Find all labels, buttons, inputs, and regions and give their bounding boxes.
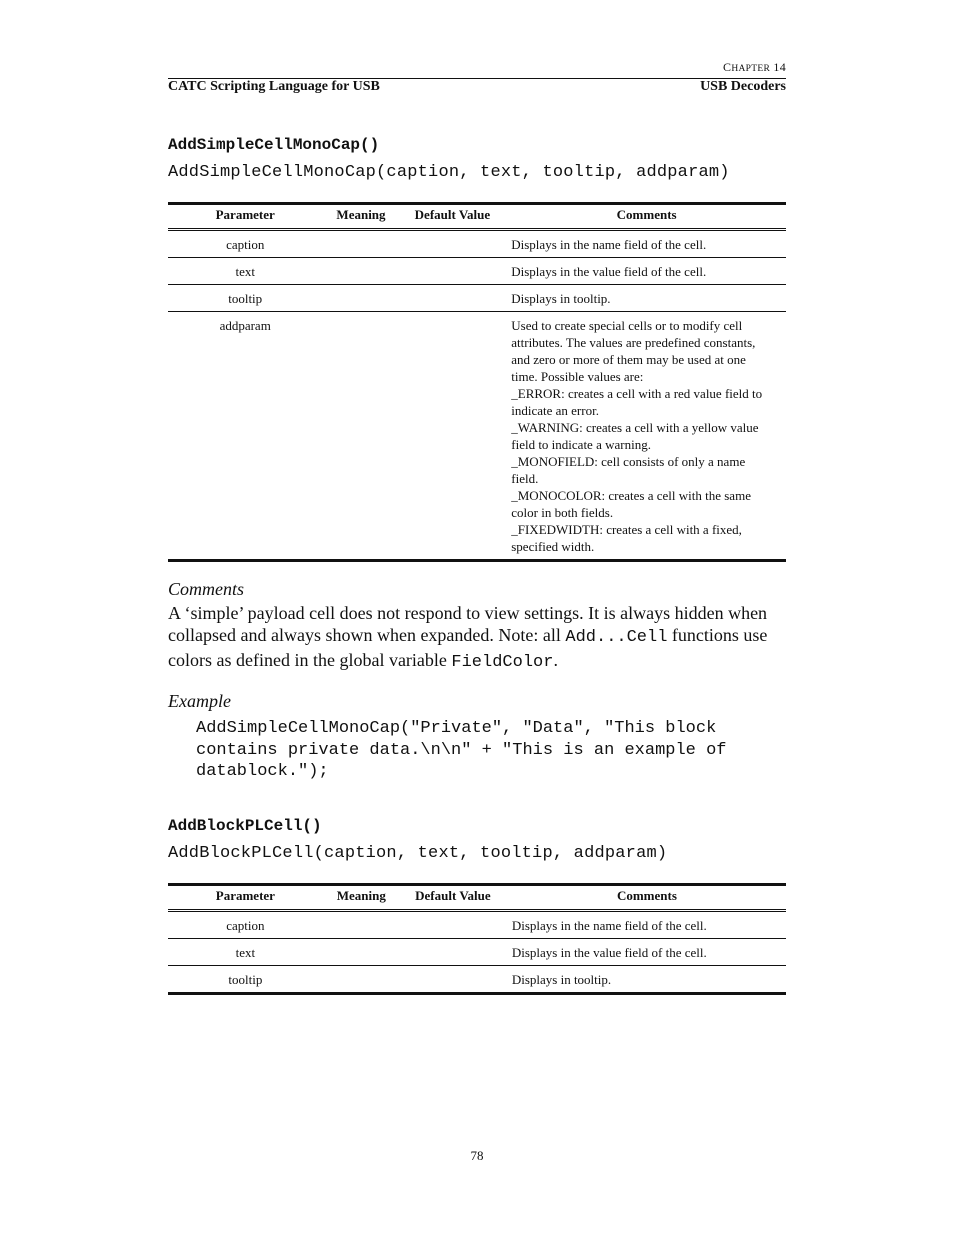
- inline-code: Add...Cell: [565, 628, 668, 647]
- parameter-table: [168, 202, 786, 562]
- cell-default-value: [400, 285, 506, 312]
- comment-line: Displays in tooltip.: [511, 971, 612, 987]
- comment-line: _FIXEDWIDTH: creates a cell with a fixed,: [511, 522, 742, 537]
- comment-line: _MONOCOLOR: creates a cell with the same: [511, 488, 751, 503]
- header-default-value: Default Value: [400, 204, 506, 230]
- page-content: [168, 135, 786, 995]
- comment-line: Displays in the name field of the cell.: [511, 917, 707, 933]
- cell-default-value: [400, 230, 506, 258]
- header-meaning: Meaning: [323, 884, 400, 910]
- cell-meaning: [323, 938, 400, 965]
- header-parameter: Parameter: [168, 204, 322, 230]
- cell-meaning: [322, 312, 399, 561]
- chapter-number: 14: [773, 60, 786, 74]
- cell-meaning: [322, 285, 399, 312]
- cell-meaning: [323, 910, 400, 938]
- comment-line: _ERROR: creates a cell with a red value field to: [511, 386, 763, 401]
- comment-line: Displays in the value field of the cell.: [511, 944, 707, 960]
- comment-line: indicate an error.: [511, 403, 599, 418]
- header-comments: Comments: [505, 204, 786, 230]
- header-left-title: CATC Scripting Language for USB: [168, 79, 380, 94]
- table-header-row: [168, 884, 786, 910]
- comment-line: Displays in tooltip.: [511, 291, 611, 306]
- cell-default-value: [400, 965, 506, 993]
- comments-text: A ‘simple’ payload cell does not respond to view settings. It is always hidden when collapsed and always shown when expanded. Note: all: [168, 603, 768, 645]
- function-title: AddBlockPLCell(): [168, 816, 322, 835]
- function-signature: AddSimpleCellMonoCap(caption, text, tooltip, addparam): [168, 163, 730, 182]
- cell-meaning: [322, 258, 399, 285]
- header-meaning: Meaning: [322, 204, 399, 230]
- chapter-label: [168, 60, 786, 76]
- cell-comments: [505, 258, 786, 285]
- cell-parameter: text: [168, 938, 323, 965]
- parameter-table: [168, 883, 786, 995]
- cell-parameter: addparam: [168, 312, 322, 561]
- function-signature: AddBlockPLCell(caption, text, tooltip, addparam): [168, 843, 668, 863]
- table-row: [168, 965, 786, 993]
- cell-default-value: [400, 312, 506, 561]
- cell-meaning: [323, 965, 400, 993]
- cell-comments: [506, 938, 786, 965]
- example-code-block: AddSimpleCellMonoCap("Private", "Data", "This block contains private data.\n\n" + "This is an example of datablock.");: [196, 719, 727, 781]
- example-heading: Example: [168, 691, 231, 711]
- table-row: [168, 230, 786, 258]
- cell-default-value: [400, 258, 506, 285]
- header-parameter: Parameter: [168, 884, 323, 910]
- cell-parameter: tooltip: [168, 965, 323, 993]
- chapter-word: CHAPTER: [723, 60, 771, 74]
- comment-line: color in both fields.: [511, 505, 614, 520]
- function-section-addblockplcell: [168, 816, 786, 995]
- comment-line: specified width.: [511, 539, 595, 554]
- cell-comments: [506, 910, 786, 938]
- cell-parameter: caption: [168, 910, 323, 938]
- comment-line: field to indicate a warning.: [511, 437, 651, 452]
- header-right-title: USB Decoders: [700, 79, 786, 94]
- comment-line: _MONOFIELD: cell consists of only a name: [511, 454, 746, 469]
- table-row: [168, 910, 786, 938]
- cell-comments: [505, 312, 786, 561]
- table-header-row: [168, 204, 786, 230]
- running-header: [168, 60, 786, 95]
- comment-line: and zero or more of them may be used at one: [511, 352, 746, 367]
- table-row: [168, 312, 786, 561]
- comments-text: functions use colors as defined in the global variable: [168, 625, 768, 670]
- header-comments: Comments: [506, 884, 786, 910]
- cell-parameter: tooltip: [168, 285, 322, 312]
- cell-default-value: [400, 910, 506, 938]
- comments-text: .: [553, 650, 558, 670]
- cell-comments: [505, 230, 786, 258]
- cell-default-value: [400, 938, 506, 965]
- cell-meaning: [322, 230, 399, 258]
- table-body: [168, 910, 786, 993]
- comment-line: attributes. The values are predefined constants,: [511, 335, 756, 350]
- cell-parameter: text: [168, 258, 322, 285]
- table-row: [168, 258, 786, 285]
- cell-comments: [506, 965, 786, 993]
- comment-line: time. Possible values are:: [511, 369, 644, 384]
- header-row: [168, 78, 786, 95]
- header-default-value: Default Value: [400, 884, 506, 910]
- inline-code: FieldColor: [451, 653, 554, 672]
- table-body: [168, 230, 786, 561]
- comment-line: field.: [511, 471, 539, 486]
- cell-parameter: caption: [168, 230, 322, 258]
- comment-line: Displays in the value field of the cell.: [511, 264, 707, 279]
- function-section-addsimplecellmonocap: [168, 135, 786, 783]
- comment-line: Used to create special cells or to modify cell: [511, 318, 743, 333]
- table-row: [168, 285, 786, 312]
- function-title: AddSimpleCellMonoCap(): [168, 136, 380, 154]
- comments-heading: Comments: [168, 579, 244, 599]
- table-row: [168, 938, 786, 965]
- cell-comments: [505, 285, 786, 312]
- comment-line: _WARNING: creates a cell with a yellow value: [511, 420, 759, 435]
- page-number: 78: [470, 1148, 484, 1163]
- comment-line: Displays in the name field of the cell.: [511, 237, 707, 252]
- comments-paragraph: [168, 602, 786, 674]
